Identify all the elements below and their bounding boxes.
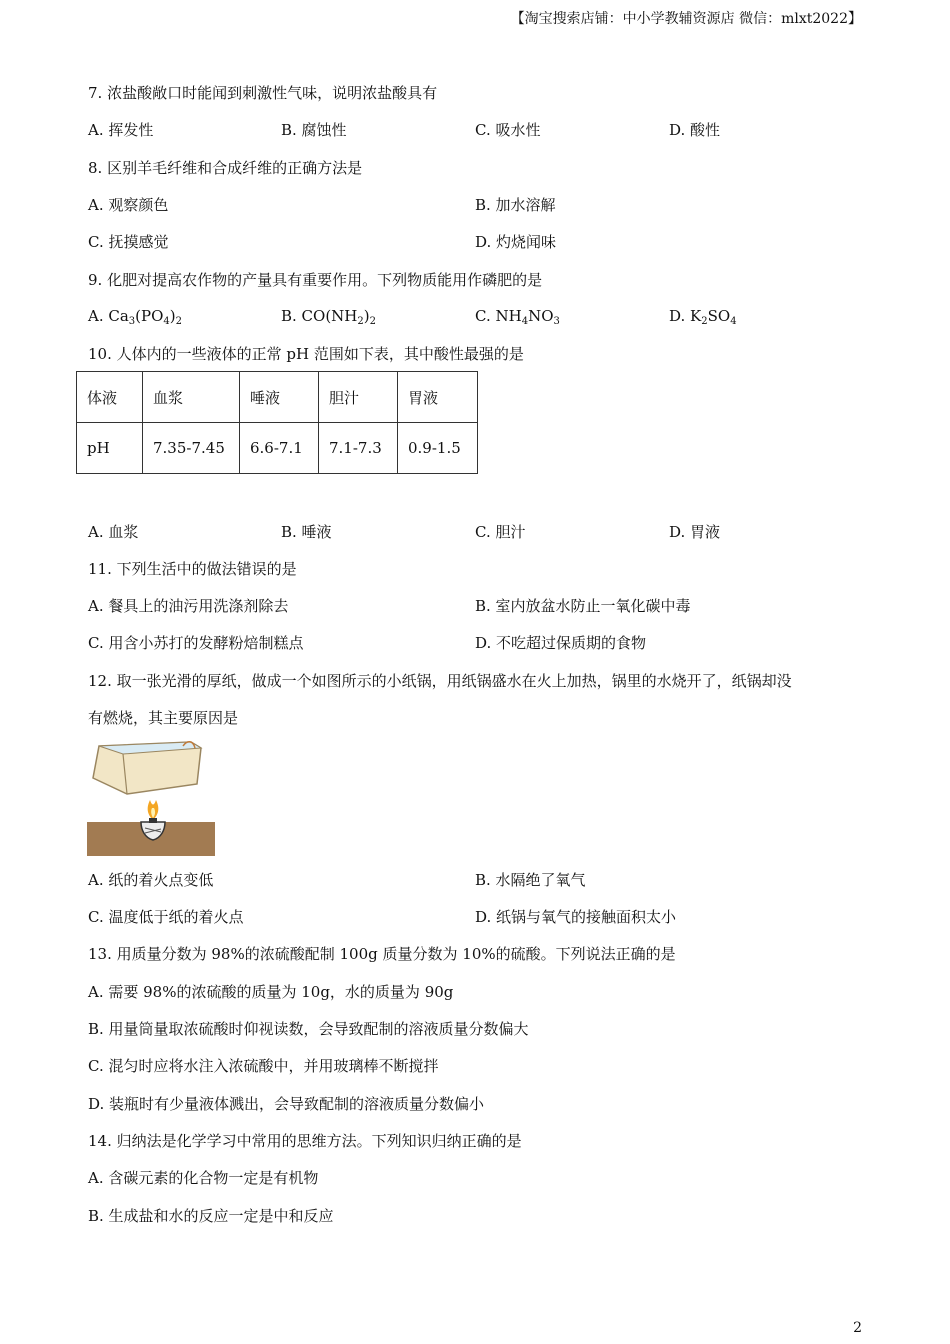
table-cell: 胆汁 <box>319 372 398 423</box>
q8-stem: 8. 区别羊毛纤维和合成纤维的正确方法是 <box>88 159 363 177</box>
q11-stem: 11. 下列生活中的做法错误的是 <box>88 560 297 578</box>
page-header: 【淘宝搜索店铺：中小学教辅资源店 微信：mlxt2022】 <box>510 11 862 27</box>
paper-pot-illustration <box>87 738 215 856</box>
q12-option-d: D. 纸锅与氧气的接触面积太小 <box>475 908 677 926</box>
q9-option-c: C. $NH_4NO_3$ <box>475 307 560 327</box>
table-cell: 0.9-1.5 <box>398 423 478 474</box>
table-header-row <box>77 372 478 423</box>
q11-option-d: D. 不吃超过保质期的食物 <box>475 634 647 652</box>
q12-option-a: A. 纸的着火点变低 <box>88 871 214 889</box>
q9-option-d: D. $K_2SO_4$ <box>669 307 737 327</box>
q11-option-b: B. 室内放盆水防止一氧化碳中毒 <box>475 597 691 615</box>
table-cell: pH <box>77 423 143 474</box>
q10-option-c: C. 胆汁 <box>475 523 526 541</box>
q13-option-d: D. 装瓶时有少量液体溅出，会导致配制的溶液质量分数偏小 <box>88 1095 485 1113</box>
table-cell: 7.1-7.3 <box>319 423 398 474</box>
q9-stem: 9. 化肥对提高农作物的产量具有重要作用。下列物质能用作磷肥的是 <box>88 271 543 289</box>
q8-option-d: D. 灼烧闻味 <box>475 233 557 251</box>
table-cell: 唾液 <box>240 372 319 423</box>
q14-option-a: A. 含碳元素的化合物一定是有机物 <box>88 1169 319 1187</box>
q7-option-b: B. 腐蚀性 <box>281 121 347 139</box>
q10-stem: 10. 人体内的一些液体的正常 pH 范围如下表，其中酸性最强的是 <box>88 345 524 363</box>
q10-option-b: B. 唾液 <box>281 523 332 541</box>
ph-table <box>76 371 478 474</box>
q8-option-b: B. 加水溶解 <box>475 196 556 214</box>
table-cell: 6.6-7.1 <box>240 423 319 474</box>
q12-stem-line2: 有燃烧，其主要原因是 <box>88 709 239 727</box>
q13-option-c: C. 混匀时应将水注入浓硫酸中，并用玻璃棒不断搅拌 <box>88 1057 439 1075</box>
q12-option-b: B. 水隔绝了氧气 <box>475 871 586 889</box>
q7-option-d: D. 酸性 <box>669 121 721 139</box>
q13-stem: 13. 用质量分数为 98%的浓硫酸配制 100g 质量分数为 10%的硫酸。下列说法正确的是 <box>88 945 676 963</box>
table-cell: 7.35-7.45 <box>143 423 240 474</box>
q8-option-a: A. 观察颜色 <box>88 196 169 214</box>
q9-option-b: B. $CO(NH_2)_2$ <box>281 307 377 327</box>
q10-option-a: A. 血浆 <box>88 523 139 541</box>
q13-option-b: B. 用量筒量取浓硫酸时仰视读数，会导致配制的溶液质量分数偏大 <box>88 1020 529 1038</box>
q11-option-a: A. 餐具上的油污用洗涤剂除去 <box>88 597 289 615</box>
q7-option-a: A. 挥发性 <box>88 121 154 139</box>
q7-stem: 7. 浓盐酸敞口时能闻到刺激性气味，说明浓盐酸具有 <box>88 84 438 102</box>
q14-stem: 14. 归纳法是化学学习中常用的思维方法。下列知识归纳正确的是 <box>88 1132 522 1150</box>
q14-option-b: B. 生成盐和水的反应一定是中和反应 <box>88 1207 334 1225</box>
q9-option-a: A. $Ca_3(PO_4)_2$ <box>88 307 183 327</box>
q11-option-c: C. 用含小苏打的发酵粉焙制糕点 <box>88 634 304 652</box>
table-cell: 胃液 <box>398 372 478 423</box>
table-cell: 体液 <box>77 372 143 423</box>
q13-option-a: A. 需要 98%的浓硫酸的质量为 10g，水的质量为 90g <box>88 983 454 1001</box>
q8-option-c: C. 抚摸感觉 <box>88 233 169 251</box>
q12-option-c: C. 温度低于纸的着火点 <box>88 908 244 926</box>
q7-option-c: C. 吸水性 <box>475 121 541 139</box>
q12-stem-line1: 12. 取一张光滑的厚纸，做成一个如图所示的小纸锅，用纸锅盛水在火上加热，锅里的水烧开了，纸锅却没 <box>88 672 792 690</box>
table-cell: 血浆 <box>143 372 240 423</box>
page-number: 2 <box>853 1320 862 1336</box>
q10-option-d: D. 胃液 <box>669 523 721 541</box>
table-row <box>77 423 478 474</box>
